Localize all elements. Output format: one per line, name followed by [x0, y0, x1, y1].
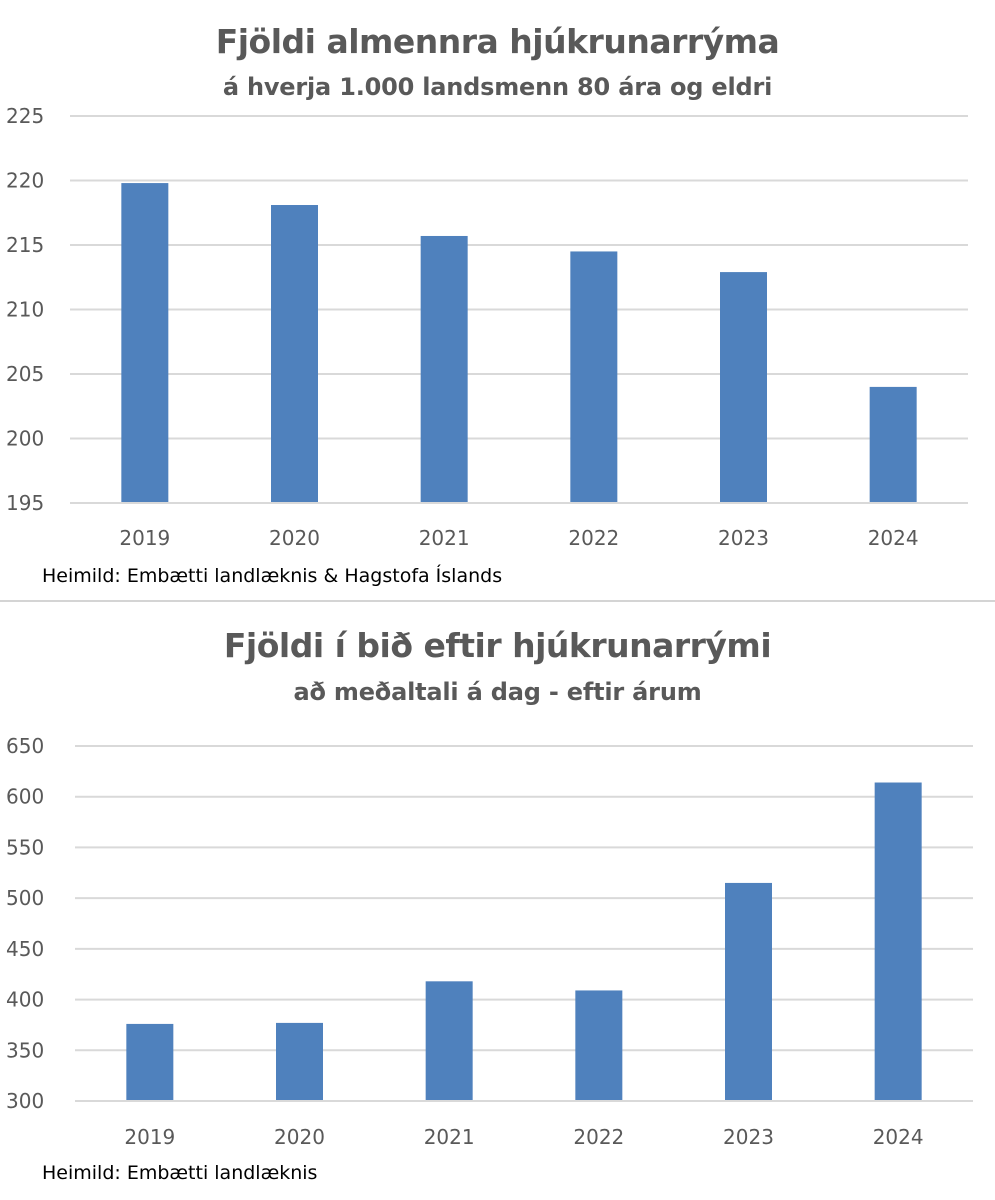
x-tick-label: 2019	[124, 1125, 176, 1149]
x-tick-label: 2021	[418, 526, 470, 550]
bar-2024	[875, 783, 922, 1101]
x-tick-label: 2024	[867, 526, 919, 550]
chart-panel-waiting-list	[0, 602, 995, 1200]
x-tick-label: 2022	[573, 1125, 625, 1149]
y-tick-label: 210	[6, 297, 45, 322]
x-tick-label: 2023	[723, 1125, 774, 1149]
bar-2021	[426, 981, 473, 1101]
bar-chart-waiting-list	[0, 720, 995, 1160]
chart-subtitle: að meðaltali á dag - eftir árum	[293, 678, 702, 706]
y-tick-label: 205	[6, 362, 45, 386]
y-tick-label: 600	[6, 784, 45, 809]
x-tick-label: 2021	[423, 1125, 475, 1149]
x-tick-label: 2022	[568, 526, 620, 550]
y-tick-label: 450	[6, 936, 45, 961]
x-tick-label: 2023	[718, 526, 769, 550]
chart-title: Fjöldi í bið eftir hjúkrunarrými	[223, 626, 772, 665]
y-tick-label: 220	[6, 168, 45, 193]
bar-2019	[121, 183, 168, 503]
x-tick-label: 2024	[872, 1125, 924, 1149]
bar-2023	[720, 272, 767, 503]
y-tick-label: 300	[6, 1089, 45, 1113]
y-tick-label: 500	[6, 886, 45, 911]
bar-2021	[421, 236, 468, 503]
bar-2022	[575, 990, 622, 1101]
bar-2019	[126, 1024, 173, 1101]
x-tick-label: 2019	[119, 526, 171, 550]
bar-2023	[725, 883, 772, 1101]
chart-source: Heimild: Embætti landlæknis & Hagstofa Íslands	[42, 565, 503, 587]
chart-source: Heimild: Embætti landlæknis	[42, 1162, 318, 1184]
x-tick-label: 2020	[269, 526, 320, 550]
x-tick-label: 2020	[274, 1125, 325, 1149]
y-tick-label: 550	[6, 835, 45, 860]
y-tick-label: 195	[6, 491, 45, 515]
y-tick-label: 215	[6, 233, 45, 257]
chart-title: Fjöldi almennra hjúkrunarrýma	[215, 22, 780, 61]
y-tick-label: 350	[6, 1038, 45, 1063]
bar-2022	[570, 251, 617, 503]
chart-subtitle: á hverja 1.000 landsmenn 80 ára og eldri	[222, 73, 773, 101]
y-tick-label: 400	[6, 987, 45, 1012]
bar-2020	[271, 205, 318, 503]
y-tick-label: 650	[6, 734, 45, 758]
y-tick-label: 225	[6, 104, 45, 128]
bar-2020	[276, 1023, 323, 1101]
bar-2024	[870, 387, 917, 503]
y-tick-label: 200	[6, 426, 45, 451]
bar-chart-nursing-beds	[0, 95, 995, 565]
